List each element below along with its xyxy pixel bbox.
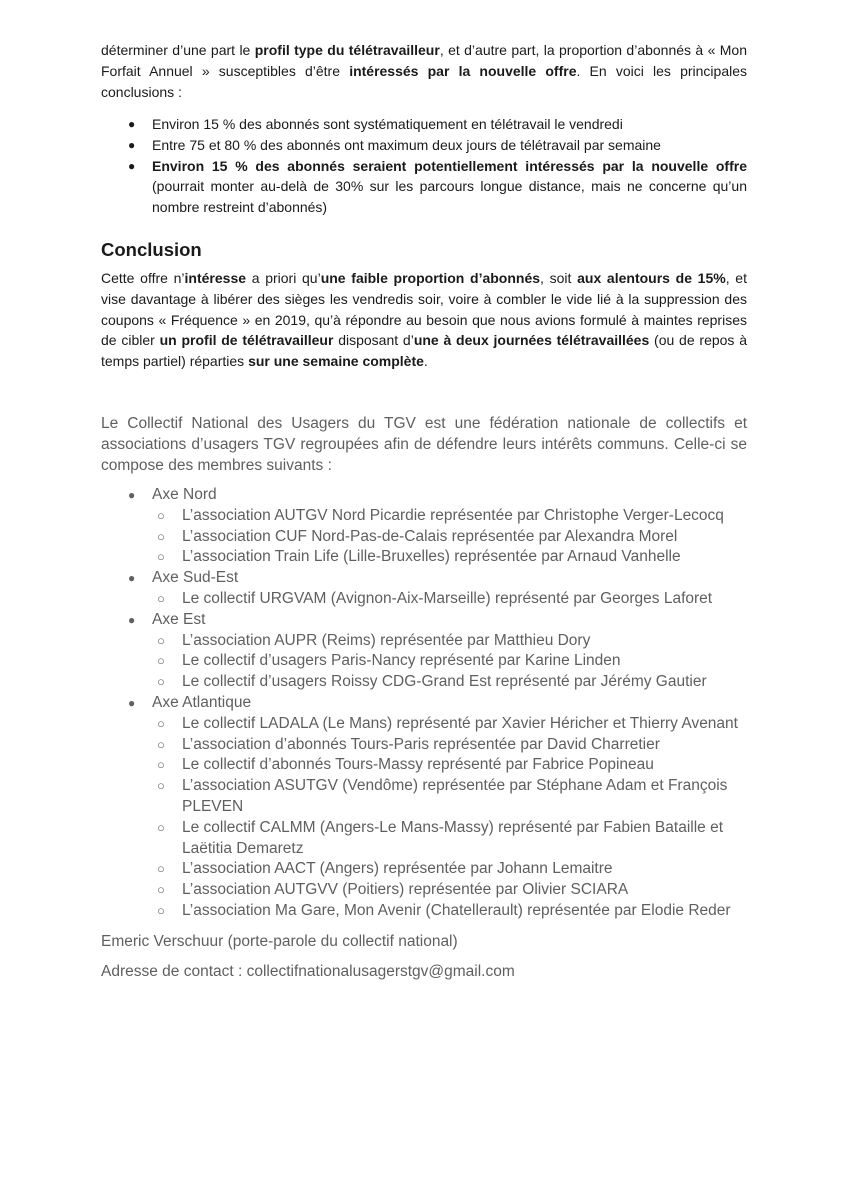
conclusion-bold: sur une semaine complète [248,353,424,370]
member-item [101,901,747,922]
finding-text: Environ 15 % des abonnés sont systématiquement en télétravail le vendredi [152,116,623,132]
circle-bullet-icon: ○ [157,757,165,773]
conclusion-text: , et vise davantage à libérer des sièges les vendredis soir, voire à combler le vide lié à la suppression des coupons « Fréquence » en 2019, qu’à répondre au besoin que nous avions formulé à maintes reprises de cibler [101,270,747,349]
circle-bullet-icon: ○ [157,778,165,794]
conclusion-text: . [423,353,428,370]
conclusion-bold: une à deux journées télétravaillées [413,332,650,349]
circle-bullet-icon: ○ [157,549,165,565]
intro-text: . En voici les principales conclusions : [101,62,748,100]
member-text: L’association CUF Nord-Pas-de-Calais représentée par Alexandra Morel [182,527,678,545]
member-text: L’association AUPR (Reims) représentée par Matthieu Dory [182,631,591,649]
member-item [101,755,747,776]
conclusion-bold: aux alentours de 15% [577,270,726,286]
member-item [101,651,747,672]
member-item [101,672,747,693]
finding-item [101,114,747,135]
member-item [101,880,747,901]
conclusion-heading: Conclusion [101,239,202,260]
member-text: Le collectif d’usagers Paris-Nancy représenté par Karine Linden [182,652,621,670]
axe-item [101,610,747,631]
axe-name: Axe Est [152,610,206,628]
intro-bold: intéressés par la nouvelle offre [349,62,577,79]
members-list [101,485,747,922]
member-item [101,714,747,735]
axe-item [101,568,747,589]
member-text: Le collectif d’usagers Roissy CDG-Grand Est représenté par Jérémy Gautier [182,673,707,691]
circle-bullet-icon: ○ [157,736,165,752]
findings-list [101,114,747,218]
bullet-icon: ● [128,571,136,586]
bullet-icon: ● [128,158,136,173]
intro-paragraph [101,40,747,102]
bullet-icon: ● [128,117,136,131]
bullet-icon: ● [128,488,136,502]
intro-bold: profil type du télétravailleur [254,42,440,58]
conclusion-bold: un profil de télétravailleur [159,332,334,349]
member-text: L’association Ma Gare, Mon Avenir (Chatellerault) représentée par Elodie Reder [182,901,731,919]
conclusion-text: disposant d’ [333,332,414,349]
finding-bold: Environ 15 % des abonnés seraient potentiellement intéressés par la nouvelle offre [152,157,747,174]
circle-bullet-icon: ○ [157,674,165,690]
axe-item [101,485,747,506]
bullet-icon: ● [128,695,136,710]
finding-text: (pourrait monter au-delà de 30% sur les parcours longue distance, mais ne concerne qu’un nombre restreint d’abonnés) [152,178,747,216]
member-text: L’association d’abonnés Tours-Paris représentée par David Charretier [182,735,660,753]
member-text: L’association AUTGVV (Poitiers) représentée par Olivier SCIARA [182,881,629,899]
member-item [101,859,747,880]
conclusion-text: (ou de repos à temps partiel) réparties [101,332,747,370]
conclusion-text: a priori qu’ [246,270,321,286]
circle-bullet-icon: ○ [157,861,165,877]
collectif-intro: Le Collectif National des Usagers du TGV est une fédération nationale de collectifs et associations d’usagers TGV regroupées afin de défendre leurs intérêts communs. Celle-ci se compose des membres suivants : [101,415,747,474]
axe-item [101,693,747,714]
axe-name: Axe Nord [152,486,217,503]
circle-bullet-icon: ○ [157,507,165,523]
member-item [101,589,747,610]
circle-bullet-icon: ○ [157,528,165,544]
conclusion-text: , soit [540,270,578,286]
member-text: Le collectif CALMM (Angers-Le Mans-Massy) représenté par Fabien Bataille et Laëtitia Demaretz [182,818,724,857]
finding-text: Entre 75 et 80 % des abonnés ont maximum deux jours de télétravail par semaine [152,136,661,153]
spokesperson: Emeric Verschuur (porte-parole du collectif national) [101,933,458,950]
conclusion-paragraph [101,268,747,372]
circle-bullet-icon: ○ [157,653,165,669]
intro-text: déterminer d’une part le [101,42,255,58]
member-text: L’association ASUTGV (Vendôme) représentée par Stéphane Adam et François PLEVEN [182,777,728,815]
circle-bullet-icon: ○ [157,590,165,606]
member-item [101,735,747,756]
member-item [101,506,747,527]
member-text: Le collectif d’abonnés Tours-Massy représenté par Fabrice Popineau [182,756,654,774]
member-text: Le collectif URGVAM (Avignon-Aix-Marseille) représenté par Georges Laforet [182,589,713,607]
bullet-icon: ● [128,612,136,627]
circle-bullet-icon: ○ [157,819,165,835]
member-item [101,527,747,548]
finding-item [101,135,747,156]
member-item [101,818,747,860]
circle-bullet-icon: ○ [157,715,165,731]
bullet-icon: ● [128,137,136,152]
member-text: L’association Train Life (Lille-Bruxelles) représentée par Arnaud Vanhelle [182,548,681,566]
contact-address: Adresse de contact : collectifnationalusagerstgv@gmail.com [101,963,515,980]
circle-bullet-icon: ○ [157,902,165,918]
member-text: L’association AUTGV Nord Picardie représentée par Christophe Verger-Lecocq [182,506,724,524]
circle-bullet-icon: ○ [157,882,165,898]
conclusion-bold: une faible proportion d’abonnés [320,270,541,286]
axe-name: Axe Sud-Est [152,569,239,587]
member-item [101,631,747,652]
member-text: Le collectif LADALA (Le Mans) représenté par Xavier Héricher et Thierry Avenant [182,714,738,732]
conclusion-text: Cette offre n’ [101,270,185,286]
finding-item [101,156,747,218]
conclusion-bold: intéresse [184,270,247,286]
axe-name: Axe Atlantique [152,693,252,711]
member-text: L’association AACT (Angers) représentée par Johann Lemaitre [182,860,613,878]
circle-bullet-icon: ○ [157,632,165,648]
intro-text: , et d’autre part, la proportion d’abonnés à « Mon Forfait Annuel » susceptibles d’être [101,42,747,79]
member-item [101,776,747,818]
member-item [101,547,747,568]
